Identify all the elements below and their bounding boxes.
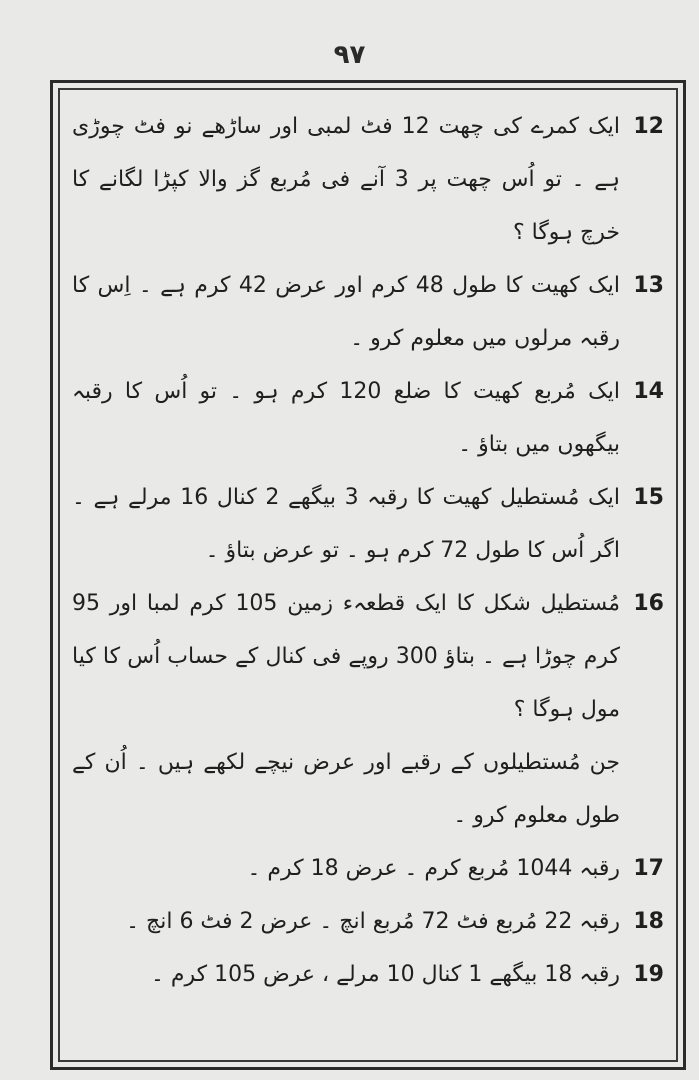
instruction-text: جن مُستطیلوں کے رقبے اور عرض نیچے لکھے ہیں ۔ اُن کے طول معلوم کرو ۔ xyxy=(72,750,620,828)
question-text: ایک کمرے کی چھت 12 فٹ لمبی اور ساڑھے نو فٹ چوڑی ہے ۔ تو اُس چھت پر 3 آنے فی مُربع گز والا کپڑا لگانے کا خرچ ہوگا ؟ xyxy=(72,114,620,245)
exercise-18 xyxy=(72,895,664,948)
exercise-text: رقبہ 22 مُربع فٹ 72 مُربع انچ ۔ عرض 2 فٹ 6 انچ ۔ xyxy=(126,909,620,934)
question-number: 12 xyxy=(633,114,664,139)
question-15 xyxy=(72,471,664,577)
question-text: ایک مُربع کھیت کا ضلع 120 کرم ہو ۔ تو اُس کا رقبہ بیگھوں میں بتاؤ ۔ xyxy=(72,379,620,457)
question-12 xyxy=(72,100,664,259)
exercise-number: 17 xyxy=(633,856,664,881)
exercise-text: رقبہ 1044 مُربع کرم ۔ عرض 18 کرم ۔ xyxy=(247,856,620,881)
question-number: 16 xyxy=(633,591,664,616)
question-text: مُستطیل شکل کا ایک قطعہء زمین 105 کرم لمبا اور 95 کرم چوڑا ہے ۔ بتاؤ 300 روپے فی کنال کے حساب اُس کا کیا مول ہوگا ؟ xyxy=(72,591,620,722)
exercise-number: 19 xyxy=(633,962,664,987)
question-text: ایک کھیت کا طول 48 کرم اور عرض 42 کرم ہے ۔ اِس کا رقبہ مرلوں میں معلوم کرو ۔ xyxy=(72,273,621,351)
question-13 xyxy=(72,259,664,365)
question-16 xyxy=(72,577,664,736)
exercise-text: رقبہ 18 بیگھے 1 کنال 10 مرلے ، عرض 105 کرم ۔ xyxy=(151,962,620,987)
exercise-19 xyxy=(72,948,664,1001)
question-number: 13 xyxy=(633,273,664,298)
question-number: 14 xyxy=(633,379,664,404)
exercise-17 xyxy=(72,842,664,895)
question-text: ایک مُستطیل کھیت کا رقبہ 3 بیگھے 2 کنال 16 مرلے ہے ۔ اگر اُس کا طول 72 کرم ہو ۔ تو عرض بتاؤ ۔ xyxy=(72,485,620,563)
question-14 xyxy=(72,365,664,471)
page-number: ۹۷ xyxy=(333,40,366,70)
question-number: 15 xyxy=(633,485,664,510)
exercise-number: 18 xyxy=(633,909,664,934)
page-content xyxy=(72,100,664,1055)
